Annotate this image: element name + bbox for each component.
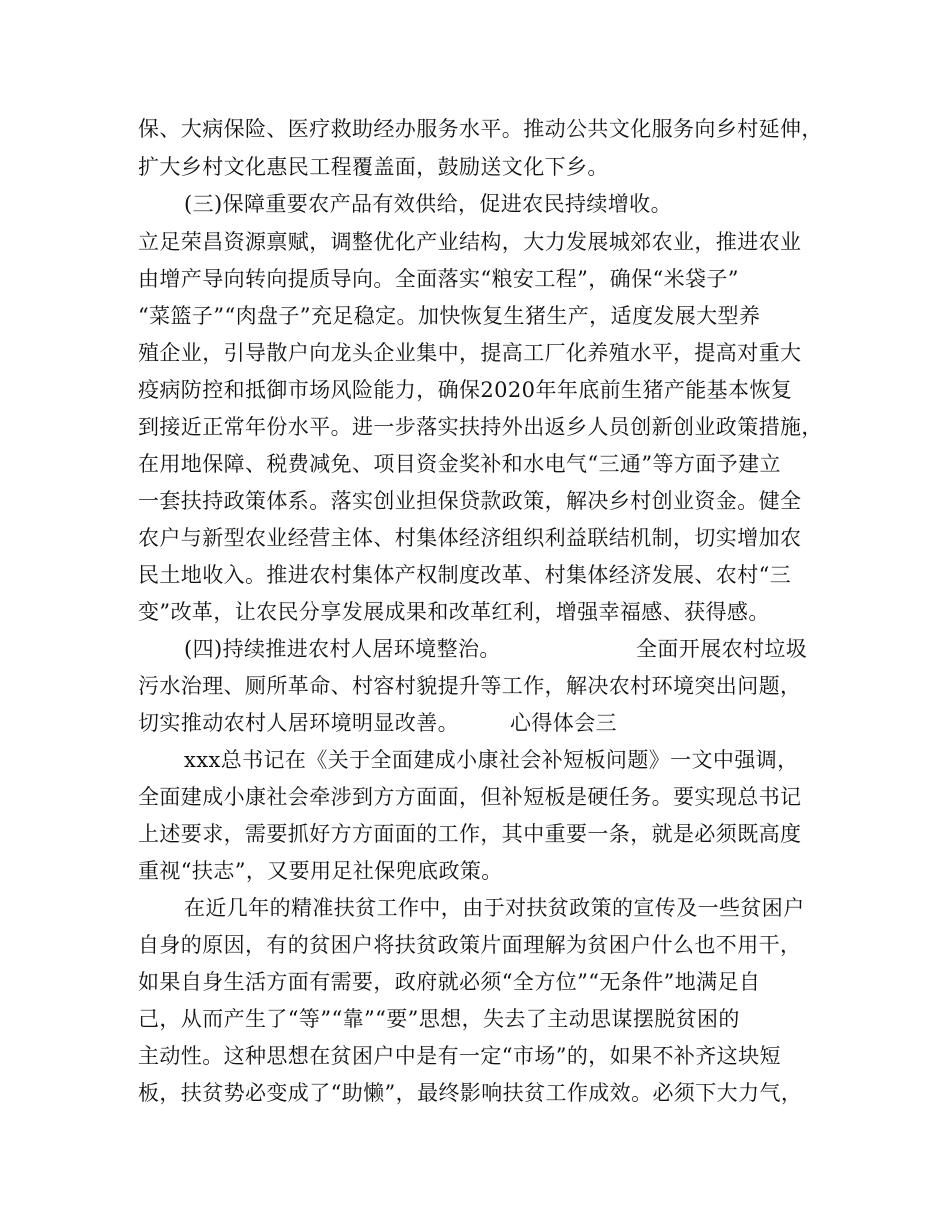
text-line: 立足荣昌资源禀赋，调整优化产业结构，大力发展城郊农业，推进农业 bbox=[138, 230, 802, 254]
text-line: 变”改革，让农民分享发展成果和改革红利，增强幸福感、获得感。 bbox=[138, 600, 770, 624]
text-line: 板，扶贫势必变成了“助懒”，最终影响扶贫工作成效。必须下大力气， bbox=[138, 1081, 803, 1105]
text-line-tail: 全面开展农村垃圾 bbox=[636, 637, 808, 661]
text-line: 民土地收入。推进农村集体产权制度改革、村集体经济发展、农村“三 bbox=[138, 563, 792, 587]
paragraph-start: 在近几年的精准扶贫工作中，由于对扶贫政策的宣传及一些贫困户 bbox=[184, 896, 805, 920]
text-line: 扩大乡村文化惠民工程覆盖面，鼓励送文化下乡。 bbox=[138, 155, 609, 179]
text-line: 在用地保障、税费减免、项目资金奖补和水电气“三通”等方面予建立 bbox=[138, 452, 781, 476]
section-title: 心得体会三 bbox=[510, 711, 617, 735]
text-line: 重视“扶志”，又要用足社保兜底政策。 bbox=[138, 859, 503, 883]
section-heading-4: (四)持续推进农村人居环境整治。 bbox=[184, 637, 501, 661]
text-line: 上述要求，需要抓好方方面面的工作，其中重要一条，就是必须既高度 bbox=[138, 822, 802, 846]
text-line: 污水治理、厕所革命、村容村貌提升等工作，解决农村环境突出问题， bbox=[138, 674, 802, 698]
section-heading-3: (三)保障重要农产品有效供给，促进农民持续增收。 bbox=[184, 192, 672, 216]
text-line: 己，从而产生了“等”“靠”“要”思想，失去了主动思谋摆脱贫困的 bbox=[138, 1007, 740, 1031]
text-line: “菜篮子”“肉盘子”充足稳定。加快恢复生猪生产，适度发展大型养 bbox=[138, 304, 761, 328]
text-line: 一套扶持政策体系。落实创业担保贷款政策，解决乡村创业资金。健全 bbox=[138, 489, 802, 513]
text-line: 疫病防控和抵御市场风险能力，确保2020年年底前生猪产能基本恢复 bbox=[138, 378, 793, 402]
text-line: 殖企业，引导散户向龙头企业集中，提高工厂化养殖水平，提高对重大 bbox=[138, 341, 802, 365]
paragraph-start: xxx总书记在《关于全面建成小康社会补短板问题》一文中强调， bbox=[184, 748, 799, 772]
text-line: 切实推动农村人居环境明显改善。 bbox=[138, 711, 459, 735]
text-line: 主动性。这种思想在贫困户中是有一定“市场”的，如果不补齐这块短 bbox=[138, 1044, 781, 1068]
text-line: 自身的原因，有的贫困户将扶贫政策片面理解为贫困户什么也不用干， bbox=[138, 933, 802, 957]
text-line: 农户与新型农业经营主体、村集体经济组织利益联结机制，切实增加农 bbox=[138, 526, 802, 550]
text-line: 全面建成小康社会牵涉到方方面面，但补短板是硬任务。要实现总书记 bbox=[138, 785, 802, 809]
text-line: 由增产导向转向提质导向。全面落实“粮安工程”，确保“米袋子” bbox=[138, 267, 739, 291]
text-line: 到接近正常年份水平。进一步落实扶持外出返乡人员创新创业政策措施， bbox=[138, 415, 823, 439]
text-line: 保、大病保险、医疗救助经办服务水平。推动公共文化服务向乡村延伸， bbox=[138, 117, 823, 141]
text-line: 如果自身生活方面有需要，政府就必须“全方位”“无条件”地满足自 bbox=[138, 970, 761, 994]
